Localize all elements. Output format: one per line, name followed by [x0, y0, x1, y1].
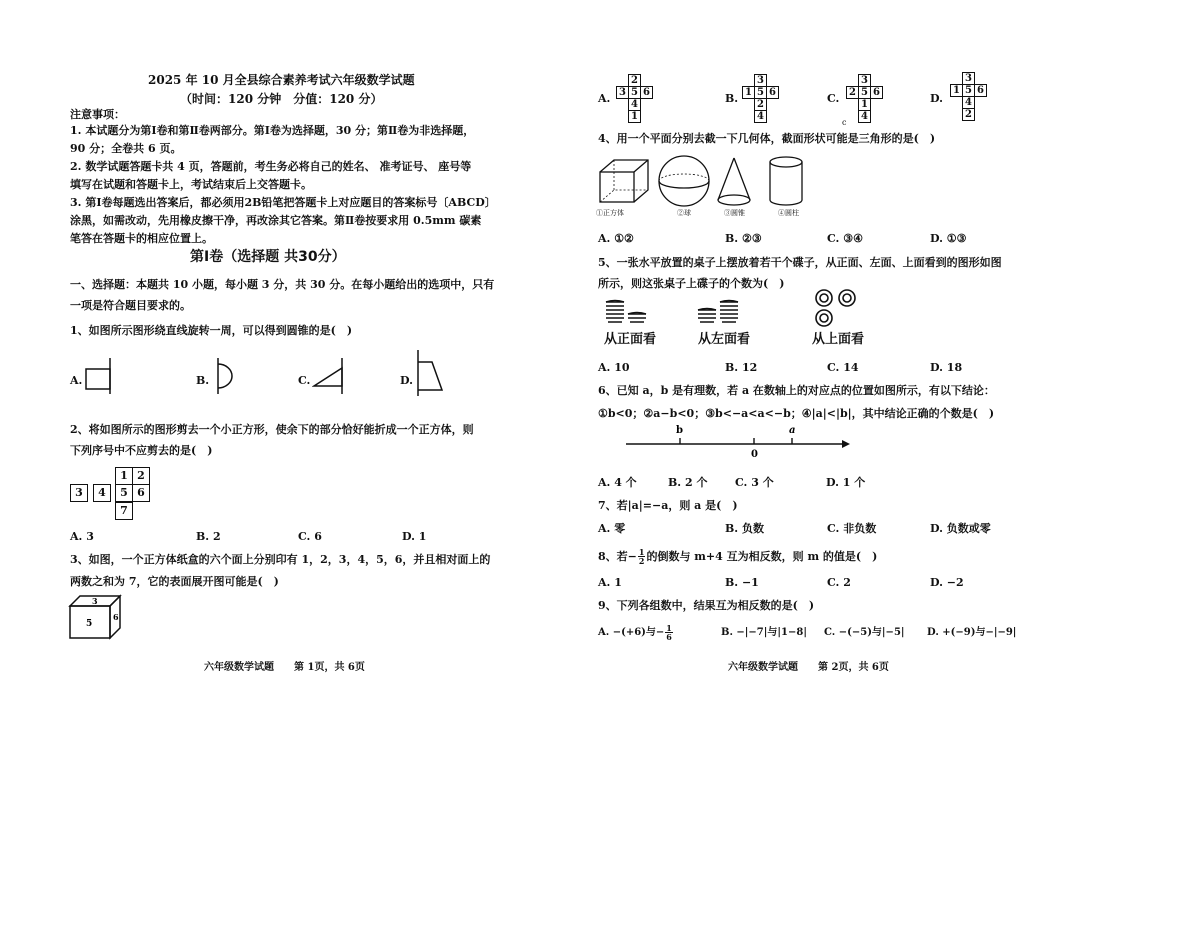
axis-label-zero: 0 [751, 449, 758, 460]
net-c-cell: 5 [858, 86, 871, 99]
net-a-cell: 4 [628, 98, 641, 111]
q4-solids-figure [596, 154, 826, 216]
q7-option-b: B. 负数 [725, 522, 764, 535]
q8-denominator: 2 [638, 556, 645, 566]
q5-option-c: C. 14 [827, 361, 859, 374]
cone-solid [718, 158, 750, 205]
q3-option-c: C. [827, 92, 840, 105]
view-label-front: 从正面看 [604, 332, 657, 347]
net-cell-7: 7 [115, 502, 133, 520]
q7-option-d: D. 负数或零 [930, 522, 991, 535]
net-a-cell: 3 [616, 86, 629, 99]
q8-prefix: 8、若− [598, 549, 637, 563]
q1-figure-a [84, 356, 124, 396]
q8-option-c: C. 2 [827, 576, 851, 589]
question-4: 4、用一个平面分别去截一下几何体，截面形状可能是三角形的是( ) [598, 132, 936, 145]
question-3-line-2: 两数之和为 7，它的表面展开图可能是( ) [70, 575, 279, 588]
cube-front-number: 5 [86, 619, 93, 629]
net-cell-3: 3 [70, 484, 88, 502]
q7-option-a: A. 零 [598, 522, 626, 535]
exam-subtitle: （时间：120 分钟 分值：120 分） [180, 92, 383, 106]
net-a-cell: 2 [628, 74, 641, 87]
net-b-cell: 4 [754, 110, 767, 123]
q5-plates-figure [600, 288, 870, 328]
net-d-cell: 3 [962, 72, 975, 85]
q9-option-b: B. −|−7|与|1−8| [721, 627, 807, 638]
stray-c-mark: c [842, 118, 847, 127]
net-c-cell: 2 [846, 86, 859, 99]
q1-option-a: A. [70, 374, 83, 387]
left-view-plates [698, 301, 738, 323]
q4-option-b: B. ②③ [725, 232, 762, 245]
section-desc-2: 一项是符合题目要求的。 [70, 299, 191, 312]
question-5-line-1: 5、一张水平放置的桌子上摆放着若干个碟子，从正面、左面、上面看到的图形如图 [598, 256, 1002, 269]
q4-option-c: C. ③④ [827, 232, 863, 245]
q1-figure-b [212, 356, 248, 396]
net-cell-2: 2 [132, 467, 150, 485]
q6-option-d: D. 1 个 [826, 476, 866, 489]
q8-option-d: D. −2 [930, 576, 964, 589]
view-label-left: 从左面看 [698, 332, 751, 347]
section-title: 第Ⅰ卷（选择题 共30分） [190, 249, 346, 265]
notice-line-3: 2. 数学试题答题卡共 4 页，答题前，考生务必将自己的姓名、 准考证号、 座号等 [70, 160, 472, 173]
q2-option-d: D. 1 [402, 530, 427, 543]
cylinder-solid [770, 157, 802, 205]
question-2-line-2: 下列序号中不应剪去的是( ) [70, 444, 213, 457]
q9-option-d: D. +(−9)与−|−9| [927, 627, 1017, 638]
net-a-cell: 6 [640, 86, 653, 99]
notice-line-5: 3. 第Ⅰ卷每题选出答案后，都必须用2B铅笔把答题卡上对应题目的答案标号〔ABCD〕 [70, 196, 496, 209]
net-b-cell: 2 [754, 98, 767, 111]
q5-option-b: B. 12 [725, 361, 758, 374]
q9-a-prefix: A. −(+6)与− [598, 626, 665, 638]
net-d-cell: 2 [962, 108, 975, 121]
net-cell-6: 6 [132, 484, 150, 502]
net-b-cell: 6 [766, 86, 779, 99]
net-b-cell: 5 [754, 86, 767, 99]
question-1: 1、如图所示图形绕直线旋转一周，可以得到圆锥的是( ) [70, 324, 353, 337]
q2-option-a: A. 3 [70, 530, 94, 543]
net-d-cell: 5 [962, 84, 975, 97]
notice-line-4: 填写在试题和答题卡上，考试结束后上交答题卡。 [70, 178, 312, 191]
cube-solid [600, 160, 648, 202]
front-view-plates [606, 301, 646, 323]
exam-title: 2025 年 10 月全县综合素养考试六年级数学试题 [148, 73, 415, 87]
q9-option-c: C. −(−5)与|−5| [824, 627, 905, 638]
q1-option-b: B. [196, 374, 210, 387]
q1-option-c: C. [298, 374, 311, 387]
q4-label-sphere: ②球 [677, 209, 691, 217]
q4-option-a: A. ①② [598, 232, 634, 245]
q4-label-cube: ①正方体 [596, 209, 624, 217]
axis-label-a: a [789, 425, 796, 436]
q6-option-a: A. 4 个 [598, 476, 637, 489]
sphere-solid [659, 156, 709, 206]
question-8 [598, 548, 877, 565]
net-c-cell: 6 [870, 86, 883, 99]
q8-suffix: 的倒数与 m+4 互为相反数，则 m 的值是( ) [646, 549, 878, 563]
q9-a-denominator: 6 [666, 632, 672, 642]
notice-line-6: 涂黑，如需改动，先用橡皮擦干净，再改涂其它答案。第Ⅱ卷按要求用 0.5mm 碳素 [70, 214, 482, 227]
q3-cube-figure [68, 594, 128, 640]
q9-a-fraction [665, 624, 673, 641]
q3-option-b: B. [725, 92, 739, 105]
notice-line-2: 90 分；全卷共 6 页。 [70, 142, 182, 155]
q1-figure-d [412, 348, 452, 398]
cube-top-number: 3 [92, 596, 98, 606]
question-6: 6、已知 a，b 是有理数，若 a 在数轴上的对应点的位置如图所示，有以下结论： [598, 384, 995, 397]
q2-option-b: B. 2 [196, 530, 221, 543]
question-5-line-2: 所示，则这张桌子上碟子的个数为( ) [598, 277, 785, 290]
net-d-cell: 1 [950, 84, 963, 97]
net-d-cell: 4 [962, 96, 975, 109]
q7-option-c: C. 非负数 [827, 522, 877, 535]
question-7: 7、若|a|=−a，则 a 是( ) [598, 499, 738, 512]
net-a-cell: 1 [628, 110, 641, 123]
cube-side-number: 6 [113, 612, 119, 622]
net-c-cell: 4 [858, 110, 871, 123]
q4-option-d: D. ①③ [930, 232, 967, 245]
q5-option-d: D. 18 [930, 361, 963, 374]
net-b-cell: 1 [742, 86, 755, 99]
top-view-plates [816, 290, 855, 326]
view-label-top: 从上面看 [812, 332, 865, 347]
net-cell-5: 5 [115, 484, 133, 502]
q1-option-d: D. [400, 374, 413, 387]
net-cell-4: 4 [93, 484, 111, 502]
q8-fraction [638, 548, 646, 565]
net-d-cell: 6 [974, 84, 987, 97]
question-9: 9、下列各组数中，结果互为相反数的是( ) [598, 599, 815, 612]
axis-label-b: b [676, 425, 683, 436]
q4-label-cone: ③圆锥 [724, 209, 745, 217]
q6-conditions: ①b<0；②a−b<0；③b<−a<a<−b；④|a|<|b|，其中结论正确的个数是( ) [598, 407, 995, 420]
notice-line-1: 1. 本试题分为第Ⅰ卷和第Ⅱ卷两部分。第Ⅰ卷为选择题，30 分；第Ⅱ卷为非选择题， [70, 124, 475, 137]
q2-cube-net [70, 467, 160, 523]
net-a-cell: 5 [628, 86, 641, 99]
q1-figure-c [312, 356, 352, 396]
question-2-line-1: 2、将如图所示的图形剪去一个小正方形，使余下的部分恰好能折成一个正方体，则 [70, 423, 474, 436]
section-desc-1: 一、选择题：本题共 10 小题，每小题 3 分，共 30 分。在每小题给出的选项中，只有 [70, 278, 495, 291]
q8-option-b: B. −1 [725, 576, 759, 589]
net-cell-1: 1 [115, 467, 133, 485]
left-footer: 六年级数学试题 第 1页，共 6页 [204, 662, 365, 673]
q3-option-d: D. [930, 92, 943, 105]
q6-option-b: B. 2 个 [668, 476, 708, 489]
net-b-cell: 3 [754, 74, 767, 87]
q8-option-a: A. 1 [598, 576, 622, 589]
q8-numerator: 1 [638, 547, 645, 557]
q9-option-a [598, 624, 673, 641]
q4-label-cylinder: ④圆柱 [778, 209, 799, 217]
notice-heading: 注意事项： [70, 108, 125, 121]
right-footer: 六年级数学试题 第 2页，共 6页 [728, 662, 889, 673]
q6-option-c: C. 3 个 [735, 476, 774, 489]
question-3-line-1: 3、如图，一个正方体纸盒的六个面上分别印有 1，2，3，4，5，6，并且相对面上的 [70, 553, 491, 566]
net-c-cell: 3 [858, 74, 871, 87]
net-c-cell: 1 [858, 98, 871, 111]
notice-line-7: 笔答在答题卡的相应位置上。 [70, 232, 213, 245]
q9-a-numerator: 1 [666, 623, 672, 633]
q5-option-a: A. 10 [598, 361, 630, 374]
q2-option-c: C. 6 [298, 530, 322, 543]
q6-number-line [620, 422, 850, 460]
q3-option-a: A. [598, 92, 611, 105]
